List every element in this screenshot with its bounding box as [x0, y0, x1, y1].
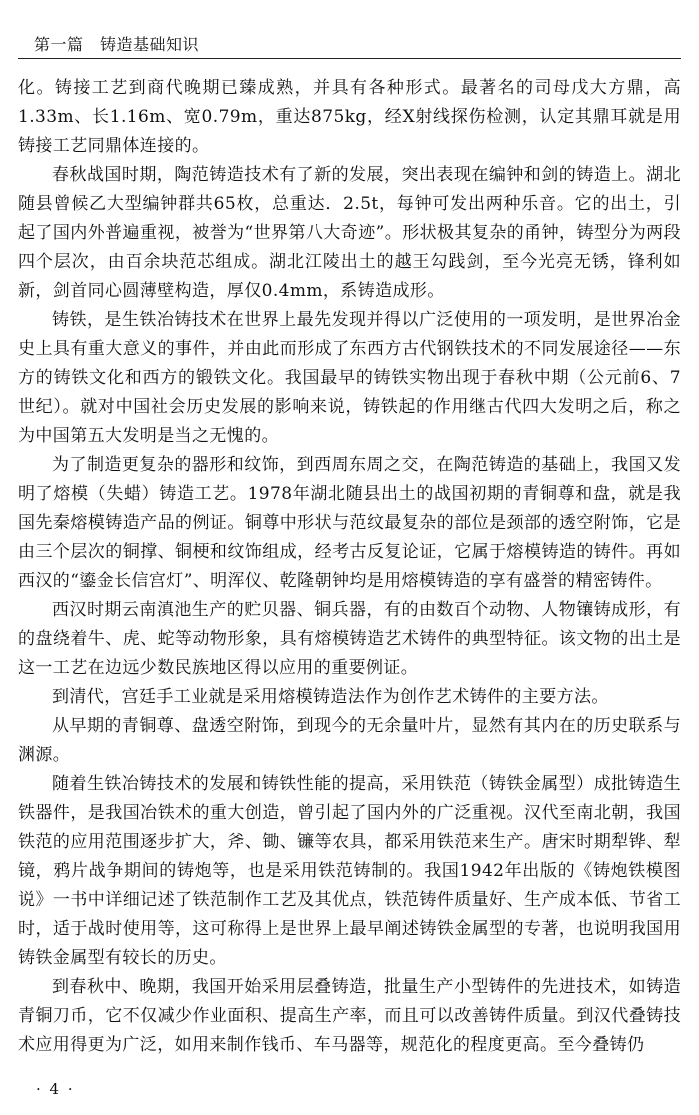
paragraph: 到春秋中、晚期，我国开始采用层叠铸造，批量生产小型铸件的先进技术，如铸造青铜刀币，它不仅减少作业面积、提高生产率，而且可以改善铸件质量。到汉代叠铸技术应用得更为广泛，如用来制作钱币、车马器等，规范化的程度更高。至今叠铸仍: [18, 977, 681, 1055]
paragraph: 铸铁，是生铁冶铸技术在世界上最先发现并得以广泛使用的一项发明，是世界冶金史上具有重大意义的事件，并由此而形成了东西方古代钢铁技术的不同发展途径——东方的铸铁文化和西方的锻铁文化。我国最早的铸铁实物出现于春秋中期（公元前6、7世纪）。就对中国社会历史发展的影响来说，铸铁起的作用继古代四大发明之后，称之为中国第五大发明是当之无愧的。: [18, 310, 681, 446]
paragraph: 从早期的青铜尊、盘透空附饰，到现今的无余量叶片，显然有其内在的历史联系与渊源。: [18, 716, 681, 765]
chapter-title: 第一篇 铸造基础知识: [34, 35, 200, 54]
running-header: [18, 30, 681, 59]
page-body: [18, 74, 681, 1060]
paragraph: 春秋战国时期，陶范铸造技术有了新的发展，突出表现在编钟和剑的铸造上。湖北随县曾候乙大型编钟群共65枚，总重达．2.5t，每钟可发出两种乐音。它的出土，引起了国内外普遍重视，被誉为“世界第八大奇迹”。形状极其复杂的甬钟，铸型分为两段四个层次，由百余块范芯组成。湖北江陵出土的越王勾践剑，至今光亮无锈，锋利如新，剑首同心圆薄壁构造，厚仅0.4mm，系铸造成形。: [18, 165, 681, 301]
paragraph: 随着生铁冶铸技术的发展和铸铁性能的提高，采用铁范（铸铁金属型）成批铸造生铁器件，是我国冶铁术的重大创造，曾引起了国内外的广泛重视。汉代至南北朝，我国铁范的应用范围逐步扩大，斧、锄、镰等农具，都采用铁范来生产。唐宋时期犁铧、犁镜，鸦片战争期间的铸炮等，也是采用铁范铸制的。我国1942年出版的《铸炮铁模图说》一书中详细记述了铁范制作工艺及其优点，铁范铸件质量好、生产成本低、节省工时，适于战时使用等，这可称得上是世界上最早阐述铸铁金属型的专著，也说明我国用铸铁金属型有较长的历史。: [18, 774, 681, 968]
paragraph: 为了制造更复杂的器形和纹饰，到西周东周之交，在陶范铸造的基础上，我国又发明了熔模（失蜡）铸造工艺。1978年湖北随县出土的战国初期的青铜尊和盘，就是我国先秦熔模铸造产品的例证。铜尊中形状与范纹最复杂的部位是颈部的透空附饰，它是由三个层次的铜撑、铜梗和纹饰组成，经考古反复论证，它属于熔模铸造的铸件。再如西汉的“鎏金长信宫灯”、明浑仪、乾隆朝钟均是用熔模铸造的享有盛誉的精密铸件。: [18, 455, 681, 591]
page-number: · 4 ·: [36, 1080, 75, 1098]
paragraph: 化。铸接工艺到商代晚期已臻成熟，并具有各种形式。最著名的司母戊大方鼎，高1.33m、长1.16m、宽0.79m，重达875kg，经X射线探伤检测，认定其鼎耳就是用铸接工艺同鼎体连接的。: [18, 78, 681, 156]
paragraph: 到清代，宫廷手工业就是采用熔模铸造法作为创作艺术铸件的主要方法。: [52, 687, 609, 707]
paragraph: 西汉时期云南滇池生产的贮贝器、铜兵器，有的由数百个动物、人物镶铸成形，有的盘绕着牛、虎、蛇等动物形象，具有熔模铸造艺术铸件的典型特征。该文物的出土是这一工艺在边远少数民族地区得以应用的重要例证。: [18, 600, 681, 678]
